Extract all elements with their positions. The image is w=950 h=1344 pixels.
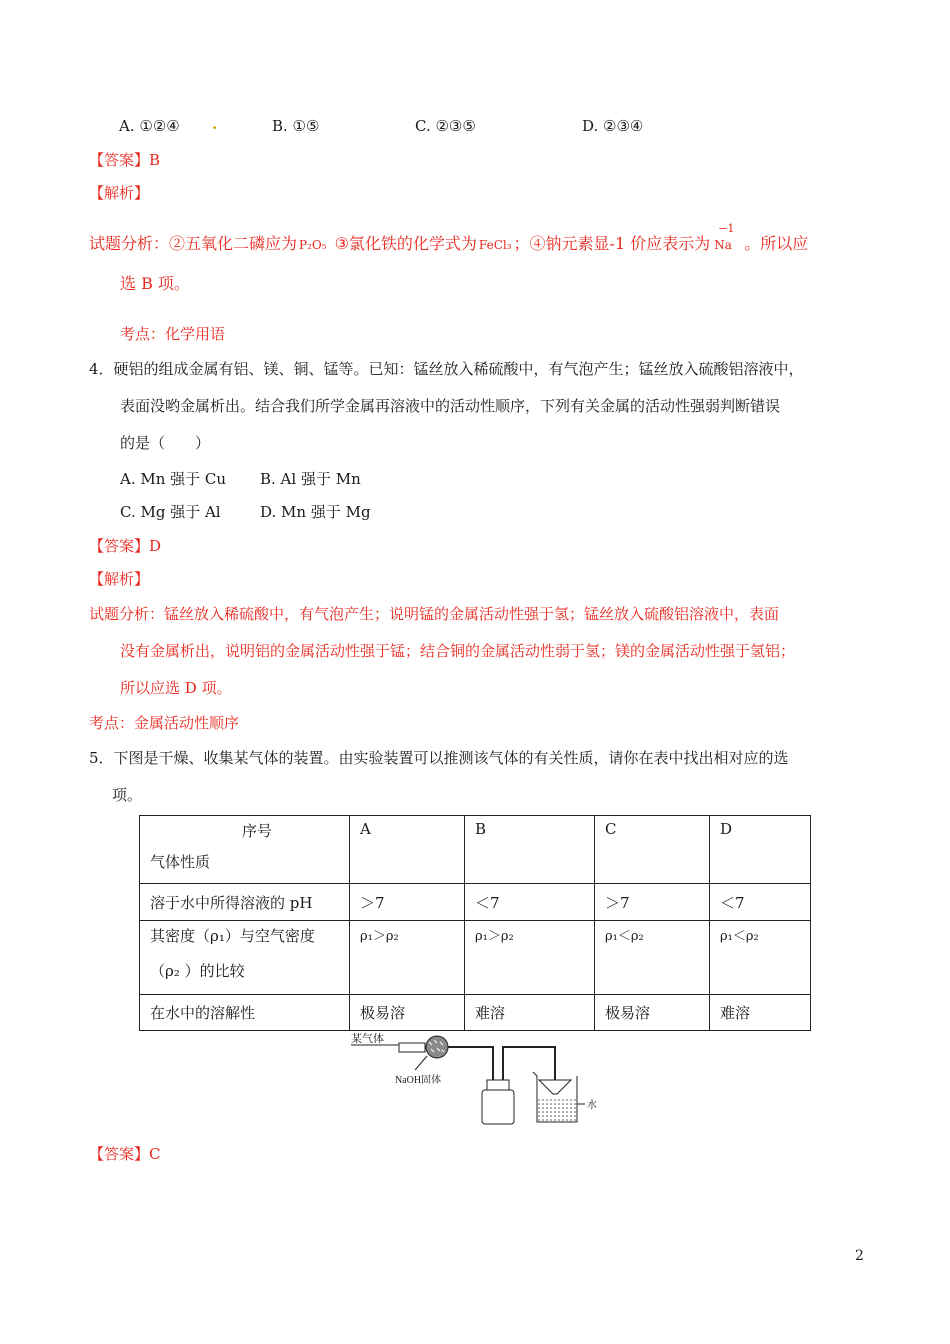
table-cell: ＞7 — [350, 884, 465, 921]
q4-option-c: C. Mg 强于 Al — [120, 503, 221, 521]
header-prop-label: 气体性质 — [150, 853, 211, 871]
col-header: B — [465, 816, 595, 884]
q3-option-a: A. ①②④ — [119, 117, 180, 135]
q4-kaodian: 考点：金属活动性顺序 — [89, 714, 240, 732]
na-valence: −1 — [718, 222, 735, 235]
table-row — [140, 884, 811, 921]
q4-answer-tag: 【答案】D — [89, 537, 162, 555]
formula-p2o5: P₂O₅ — [299, 238, 327, 252]
q4-option-a: A. Mn 强于 Cu — [120, 470, 227, 488]
col-header: A — [350, 816, 465, 884]
col-header: D — [710, 816, 811, 884]
q4-option-b: B. Al 强于 Mn — [260, 470, 361, 488]
table-cell: 极易溶 — [350, 995, 465, 1031]
table-cell: ρ₁＞ρ₂ — [465, 921, 595, 995]
q3-answer-tag: 【答案】B — [89, 151, 161, 169]
drying-tube-inlet — [399, 1043, 425, 1052]
table-cell: ＜7 — [465, 884, 595, 921]
row-label: 在水中的溶解性 — [140, 995, 350, 1031]
table-cell: ρ₁＜ρ₂ — [595, 921, 710, 995]
water-label: 水 — [587, 1100, 597, 1111]
naoh-label: NaOH固体 — [395, 1075, 442, 1086]
q3-analysis-line2: 选 B 项。 — [120, 274, 190, 293]
q4-stem-line2: 表面没哟金属析出。结合我们所学金属再溶液中的活动性顺序，下列有关金属的活动性强弱判断错误 — [120, 397, 781, 415]
q5-answer-tag: 【答案】C — [89, 1145, 161, 1163]
q3-analysis-line1 — [89, 222, 809, 254]
q4-analysis-line3: 所以应选 D 项。 — [120, 679, 232, 697]
table-cell: 难溶 — [710, 995, 811, 1031]
table-cell: ρ₁＞ρ₂ — [350, 921, 465, 995]
q3-analysis-text-c: ；④钠元素显-1 价应表示为 — [513, 234, 711, 253]
beaker-water — [538, 1098, 576, 1121]
row-label-line1: 其密度（ρ₁）与空气密度 — [150, 927, 315, 945]
table-row — [140, 995, 811, 1031]
row-label: 溶于水中所得溶液的 pH — [140, 884, 350, 921]
collecting-bottle-neck — [487, 1080, 509, 1090]
col-header: C — [595, 816, 710, 884]
table-cell: 极易溶 — [595, 995, 710, 1031]
q3-analysis-text-d: 。所以应 — [744, 234, 809, 253]
stray-dot: . — [212, 115, 218, 133]
q5-stem-line1: 5．下图是干燥、收集某气体的装置。由实验装置可以推测该气体的有关性质，请你在表中找出相对应的选 — [89, 749, 789, 767]
funnel — [539, 1080, 571, 1094]
header-corner-cell — [140, 816, 350, 884]
apparatus-diagram — [345, 1030, 615, 1130]
table-cell: ＞7 — [595, 884, 710, 921]
q4-analysis-line2: 没有金属析出，说明铝的金属活动性强于锰；结合铜的金属活动性弱于氢；镁的金属活动性强于氢铝； — [120, 642, 796, 660]
table-cell: 难溶 — [465, 995, 595, 1031]
q4-analysis-tag: 【解析】 — [89, 570, 150, 588]
row-label-line2: （ρ₂ ）的比较 — [150, 962, 245, 980]
q3-option-c: C. ②③⑤ — [415, 117, 476, 135]
q4-option-d: D. Mn 强于 Mg — [260, 503, 371, 521]
table-header-row — [140, 816, 811, 884]
q3-analysis-tag: 【解析】 — [89, 184, 150, 202]
gas-properties-table — [139, 815, 811, 1031]
q3-kaodian: 考点：化学用语 — [120, 325, 226, 343]
q3-analysis-text-b: ③氯化铁的化学式为 — [334, 234, 477, 253]
table-cell: ρ₁＜ρ₂ — [710, 921, 811, 995]
row-label — [140, 921, 350, 995]
drying-bulb — [426, 1036, 448, 1058]
collecting-bottle — [482, 1090, 514, 1124]
q3-analysis-text-a: 试题分析：②五氧化二磷应为 — [89, 234, 298, 253]
gas-label: 某气体 — [351, 1033, 384, 1045]
formula-na — [714, 222, 740, 253]
na-symbol: Na — [714, 238, 732, 252]
header-seq-label: 序号 — [242, 822, 273, 840]
q4-stem-line3: 的是（ ） — [120, 434, 211, 452]
q5-stem-line2: 项。 — [112, 786, 143, 804]
q3-option-d: D. ②③④ — [582, 117, 644, 135]
formula-fecl3: FeCl₃ — [478, 238, 512, 252]
q4-analysis-line1: 试题分析：锰丝放入稀硫酸中，有气泡产生；说明锰的金属活动性强于氢；锰丝放入硫酸铝溶液中，表面 — [89, 605, 780, 623]
table-cell: ＜7 — [710, 884, 811, 921]
table-row — [140, 921, 811, 995]
q4-stem-line1: 4．硬铝的组成金属有铝、镁、铜、锰等。已知：锰丝放入稀硫酸中，有气泡产生；锰丝放入硫酸铝溶液中， — [89, 360, 804, 378]
naoh-pointer — [415, 1056, 427, 1070]
q3-option-b: B. ①⑤ — [272, 117, 320, 135]
connecting-tube — [448, 1047, 493, 1088]
page-number: 2 — [855, 1248, 864, 1264]
